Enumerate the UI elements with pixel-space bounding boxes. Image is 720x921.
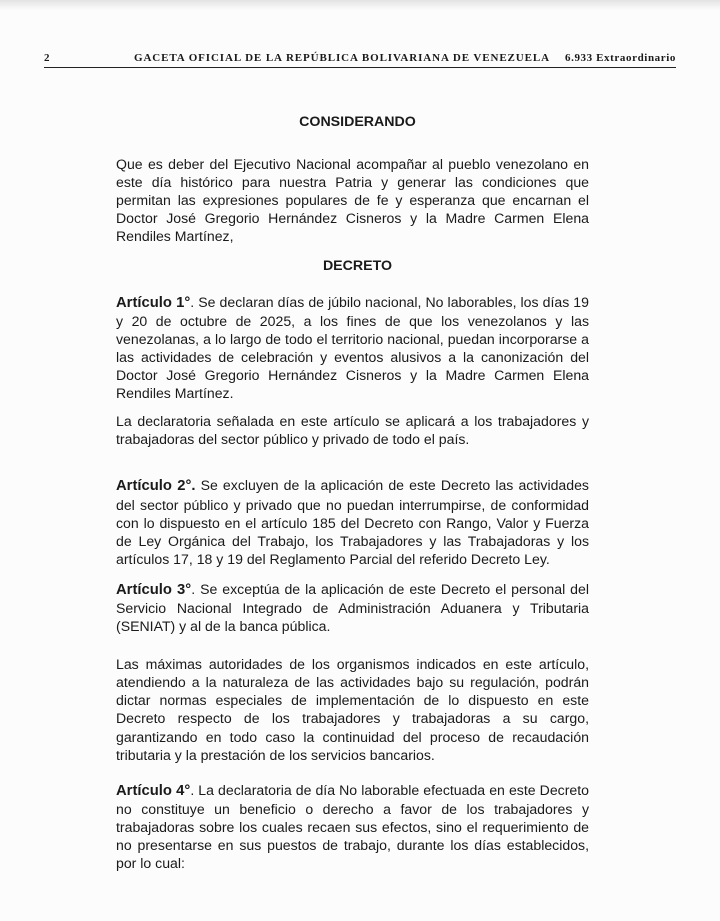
decreto-heading: DECRETO — [322, 257, 393, 274]
considerando-heading: CONSIDERANDO — [299, 114, 416, 130]
article-3-label: Artículo 3° — [116, 581, 192, 598]
top-shadow — [0, 0, 720, 10]
article-2-text: Se excluyen de la aplicación de este Decreto las actividades del sector público y privado que no puedan interrumpirse, de conformidad con lo dispuesto en el artículo 185 del Decreto con Rango, Valor y Fuerza de Ley Orgánica del Trabajo, los Trabajadores y las Trabajadoras y los artículos 17, 18 y 19 del Reglamento Parcial del referido Decreto Ley. — [116, 477, 589, 567]
publication-title: GACETA OFICIAL DE LA REPÚBLICA BOLIVARIANA DE VENEZUELA — [134, 52, 550, 64]
article-4-label: Artículo 4° — [116, 782, 191, 799]
issue-number: 6.933 Extraordinario — [565, 52, 676, 64]
document-body — [116, 113, 589, 872]
header-rule — [44, 67, 676, 68]
article-1 — [116, 293, 589, 403]
article-2-label: Artículo 2°. — [116, 478, 196, 495]
article-4 — [116, 781, 589, 872]
considerando-paragraph: Que es deber del Ejecutivo Nacional acompañar al pueblo venezolano en este día histórico para nuestra Patria y generar las condiciones que permitan las expresiones populares de fe y esperanza que encarnan el Doctor José Gregorio Hernández Cisneros y la Madre Carmen Elena Rendiles Martínez, — [116, 156, 589, 245]
article-1-label: Artículo 1° — [116, 294, 191, 311]
article-4-text: . La declaratoria de día No laborable efectuada en este Decreto no constituye un beneficio o derecho a favor de los trabajadores y trabajadoras sobre los cuales recaen sus efectos, sino el requerimiento de no presentarse en sus puestos de trabajo, durante los días establecidos, por lo cual: — [116, 781, 589, 872]
article-3 — [116, 580, 589, 635]
article-3-text: . Se exceptúa de la aplicación de este Decreto el personal del Servicio Nacional Integrado de Administración Aduanera y Tributaria (SENIAT) y al de la banca pública. — [116, 580, 589, 635]
article-1-text: . Se declaran días de júbilo nacional, No laborables, los días 19 y 20 de octubre de 2025, a los fines de que los venezolanos y las venezolanas, a lo largo de todo el territorio nacional, puedan incorporarse a las actividades de celebración y eventos alusivos a la canonización del Doctor José Gregorio Hernández Cisneros y la Madre Carmen Elena Rendiles Martínez. — [116, 293, 589, 402]
article-2 — [116, 476, 589, 567]
page-number: 2 — [44, 52, 51, 64]
article-3-extra: Las máximas autoridades de los organismos indicados en este artículo, atendiendo a la naturaleza de las actividades bajo su regulación, podrán dictar normas especiales de implementación de lo dispuesto en este Decreto respecto de los trabajadores y trabajadoras a su cargo, garantizando en todo caso la continuidad del proceso de recaudación tributaria y la prestación de los servicios bancarios. — [116, 656, 589, 763]
page-header — [44, 52, 676, 66]
article-1-extra: La declaratoria señalada en este artículo se aplicará a los trabajadores y trabajadoras del sector público y privado de todo el país. — [116, 413, 589, 448]
